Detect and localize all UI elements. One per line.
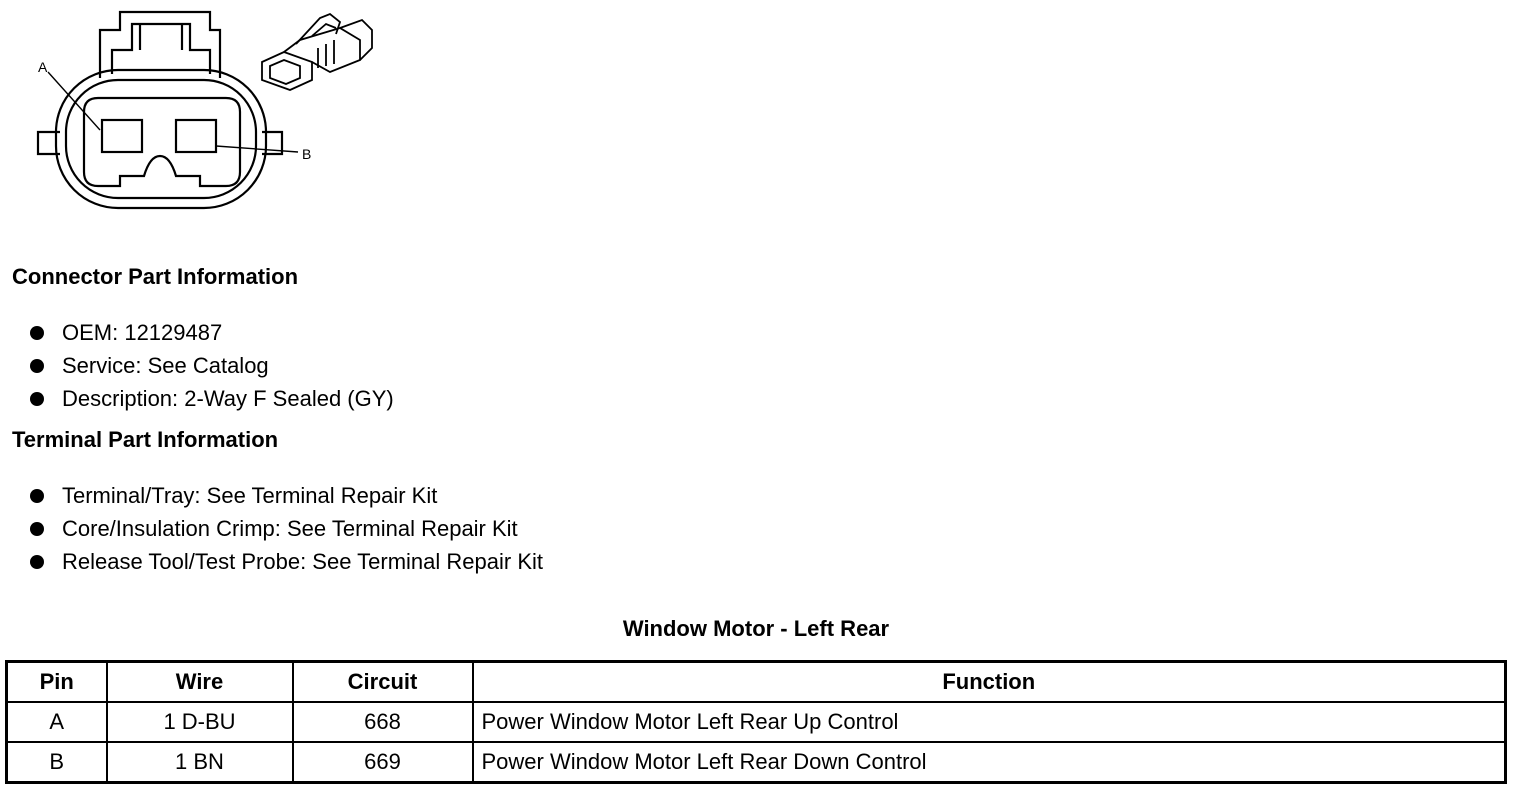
function-cell: Power Window Motor Left Rear Down Control bbox=[473, 742, 1506, 783]
pinout-table bbox=[5, 660, 1507, 784]
function-cell: Power Window Motor Left Rear Up Control bbox=[473, 702, 1506, 742]
list-item-text: Release Tool/Test Probe: See Terminal Repair Kit bbox=[62, 549, 543, 574]
terminal-part-info-list bbox=[28, 479, 543, 578]
pin-cell: B bbox=[7, 742, 107, 783]
column-header-circuit: Circuit bbox=[293, 662, 473, 703]
list-item bbox=[28, 479, 543, 512]
connector-part-info-list bbox=[28, 316, 394, 415]
table-header-row bbox=[7, 662, 1506, 703]
pin-label-b: B bbox=[302, 146, 312, 162]
pin-label-a: A bbox=[38, 59, 48, 75]
table-row bbox=[7, 742, 1506, 783]
bullet-icon bbox=[30, 489, 44, 503]
list-item bbox=[28, 545, 543, 578]
list-item-text: Terminal/Tray: See Terminal Repair Kit bbox=[62, 483, 438, 508]
list-item-text: Core/Insulation Crimp: See Terminal Repair Kit bbox=[62, 516, 518, 541]
list-item bbox=[28, 512, 543, 545]
circuit-cell: 669 bbox=[293, 742, 473, 783]
list-item-text: Description: 2-Way F Sealed (GY) bbox=[62, 386, 394, 411]
list-item bbox=[28, 382, 394, 415]
wire-cell: 1 D-BU bbox=[107, 702, 293, 742]
bullet-icon bbox=[30, 522, 44, 536]
connector-diagram bbox=[0, 0, 400, 230]
table-row bbox=[7, 702, 1506, 742]
bullet-icon bbox=[30, 326, 44, 340]
circuit-cell: 668 bbox=[293, 702, 473, 742]
pinout-table-title: Window Motor - Left Rear bbox=[622, 616, 890, 641]
connector-perspective-icon bbox=[262, 14, 372, 90]
pin-cell: A bbox=[7, 702, 107, 742]
terminal-part-info-heading: Terminal Part Information bbox=[12, 427, 279, 452]
list-item-text: Service: See Catalog bbox=[62, 353, 269, 378]
bullet-icon bbox=[30, 392, 44, 406]
column-header-function: Function bbox=[473, 662, 1506, 703]
list-item-text: OEM: 12129487 bbox=[62, 320, 223, 345]
connector-part-info-heading: Connector Part Information bbox=[12, 264, 299, 289]
connector-face-drawing bbox=[0, 0, 400, 230]
column-header-wire: Wire bbox=[107, 662, 293, 703]
bullet-icon bbox=[30, 555, 44, 569]
wire-cell: 1 BN bbox=[107, 742, 293, 783]
column-header-pin: Pin bbox=[7, 662, 107, 703]
list-item bbox=[28, 316, 394, 349]
list-item bbox=[28, 349, 394, 382]
bullet-icon bbox=[30, 359, 44, 373]
